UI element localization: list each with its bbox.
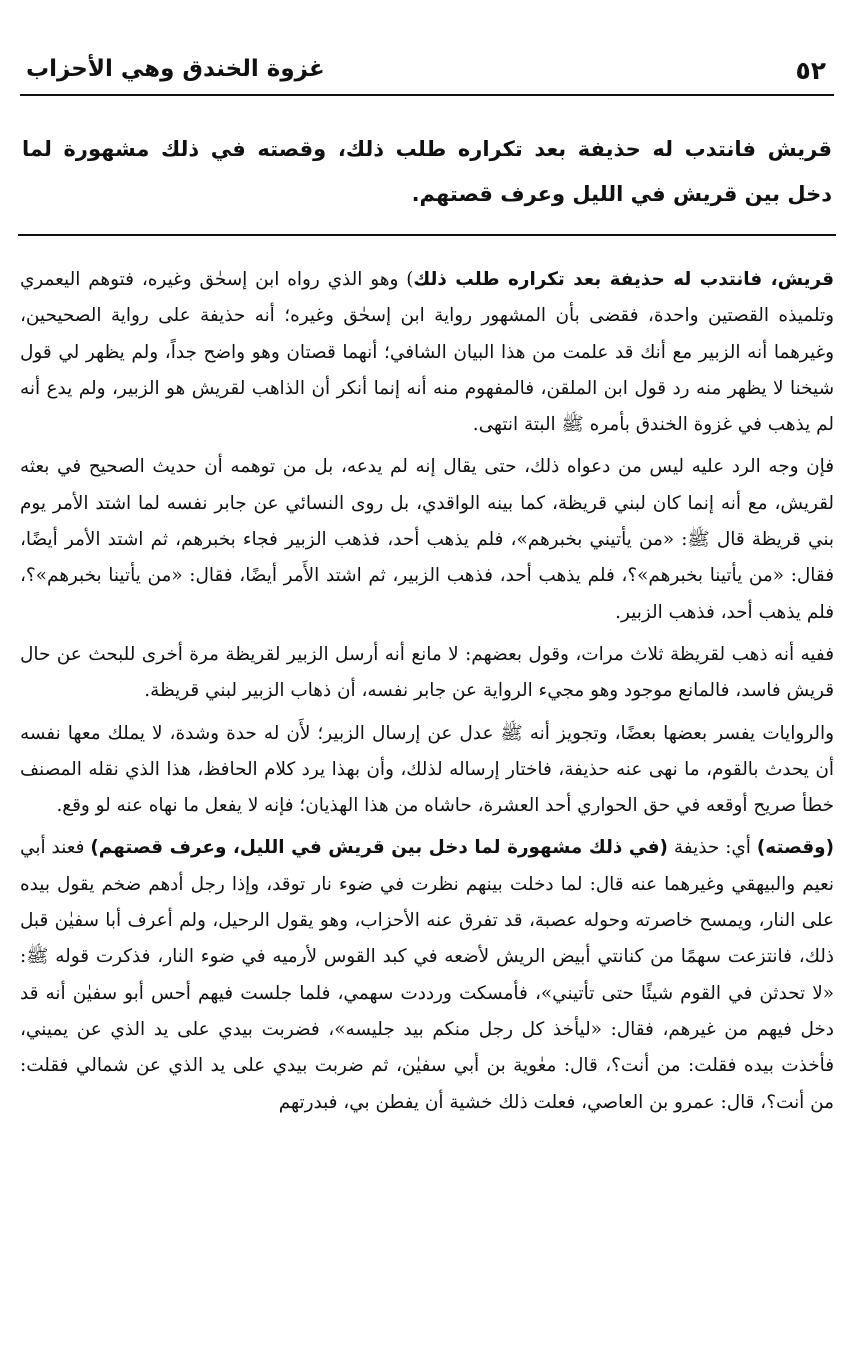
quoted-lemma: قريش، فانتدب له حذيفة بعد تكراره طلب ذلك [413, 269, 834, 290]
main-text [22, 127, 832, 217]
page-number: ٥٢ [795, 56, 826, 85]
quoted-lemma: (وقصته) [756, 837, 834, 859]
commentary [20, 262, 834, 1347]
commentary-paragraph-1: قريش، فانتدب له حذيفة بعد تكراره طلب ذلك) وهو الذي رواه ابن إسحٰق وغيره، فتوهم اليعمري وتلميذه القصتين واحدة، فقضى بأن المشهور رواية ابن إسحٰق وغيره؛ أنه حذيفة على رواية الصحيحين، وغيرهما أنه الزبير مع أنك قد علمت من هذا البيان الشافي؛ أنهما قصتان وهو واضح جداً، ولم يظهر لي قول شيخنا لا يظهر منه رد قول ابن الملقن، فالمفهوم منه أنه إنما أنكر أن الذاهب لقريش هو الزبير، ولم يدع أنه لم يذهب في غزوة الخندق بأمره ﷺ البتة انتهى. [20, 269, 834, 436]
commentary-paragraph-3: ففيه أنه ذهب لقريظة ثلاث مرات، وقول بعضهم: لا مانع أنه أرسل الزبير لقريظة مرة أخرى للبحث عن حال قريش فاسد، فالمانع موجود وهو مجيء الرواية عن جابر نفسه، أن ذهاب الزبير لبني قريظة. [20, 643, 834, 702]
commentary-paragraph-5 [20, 830, 834, 1120]
main-text-paragraph: قريش فانتدب له حذيفة بعد تكراره طلب ذلك، وقصته في ذلك مشهورة لما دخل بين قريش في الليل وعرف قصتهم. [22, 137, 832, 206]
commentary-text: فعند أبي نعيم والبيهقي وغيرهما عنه قال: لما دخلت بينهم نظرت في ضوء نار توقد، وإذا رجل أدهم ضخم يقول بيده على النار، ويمسح خاصرته وحوله عصبة، قد تفرق عنه الأحزاب، وهو يقول الرحيل، ولم أعرف أبا سفيٰن قبل ذلك، فانتزعت سهمًا من كنانتي أبيض الريش لأضعه في كبد القوس لأرميه في ضوء النار، فذكرت قوله ﷺ: «لا تحدثن في القوم شيئًا حتى تأتيني»، فأمسكت ورددت سهمي، فلما جلست فيهم أحس أبو سفيٰن أنه قد دخل فيهم من غيرهم، فقال: «ليأخذ كل رجل منكم بيد جليسه»، فضربت بيدي على يد الذي عن يميني، فأخذت بيده فقلت: من أنت؟، قال: معٰوية بن أبي سفيٰن، ثم ضربت بيدي على يد الذي عن شمالي فقلت: من أنت؟، قال: عمرو بن العاصي، فعلت ذلك خشية أن يفطن بي، فبدرتهم [20, 837, 834, 1113]
commentary-paragraph-2: فإن وجه الرد عليه ليس من دعواه ذلك، حتى يقال إنه لم يدعه، بل من توهمه أن حديث الصحيح في بعثه لقريش، مع أنه إنما كان لبني قريظة، كما بينه الواقدي، بل روى النسائي عن جابر نفسه لما اشتد الأمر يوم بني قريظة قال ﷺ: «من يأتيني بخبرهم»، فلم يذهب أحد، فذهب الزبير فجاء بخبرهم، ثم اشتد الأمر أيضًا، فقال: «من يأتينا بخبرهم»؟، فلم يذهب أحد، فذهب الزبير، ثم اشتد الأَمر أيضًا، فقال: «من يأتينا بخبرهم»؟، فلم يذهب أحد، فذهب الزبير. [20, 456, 834, 623]
page-header [20, 52, 834, 96]
quoted-lemma: (في ذلك مشهورة لما دخل بين قريش في الليل، وعرف قصتهم) [90, 837, 668, 859]
commentary-text: وهو الذي رواه ابن إسحٰق وغيره، فتوهم اليعمري وتلميذه القصتين واحدة، فقضى بأن المشهور رواية ابن إسحٰق وغيره؛ أنه حذيفة على رواية الصحيحين، وغيرهما أنه الزبير مع أنك قد علمت من هذا البيان الشافي؛ أنهما قصتان وهو واضح جداً، ولم يظهر لي قول شيخنا لا يظهر منه رد قول ابن الملقن، فالمفهوم منه أنه إنما أنكر أن الذاهب لقريش هو الزبير، ولم يدع أنه لم يذهب في غزوة الخندق بأمره ﷺ البتة انتهى. [20, 269, 834, 436]
header-rule [20, 94, 834, 96]
commentary-text: أي: حذيفة [667, 837, 757, 859]
section-separator [18, 234, 836, 236]
running-title: غزوة الخندق وهي الأحزاب [26, 56, 325, 82]
commentary-paragraph-4: والروايات يفسر بعضها بعضًا، وتجويز أنه ﷺ عدل عن إرسال الزبير؛ لأَن له حدة وشدة، لا يملك معها نفسه أن يحدث بالقوم، ما نهى عنه حذيفة، فاختار إرساله لذلك، وأن بهذا يرد كلام الحافظ، هذا الذي نقله المصنف خطأ صريح أوقعه في حق الحواري أحد العشرة، حاشاه من هذا الهذيان؛ فإنه لا يفعل ما نهاه عنه لو وقع. [20, 722, 834, 817]
